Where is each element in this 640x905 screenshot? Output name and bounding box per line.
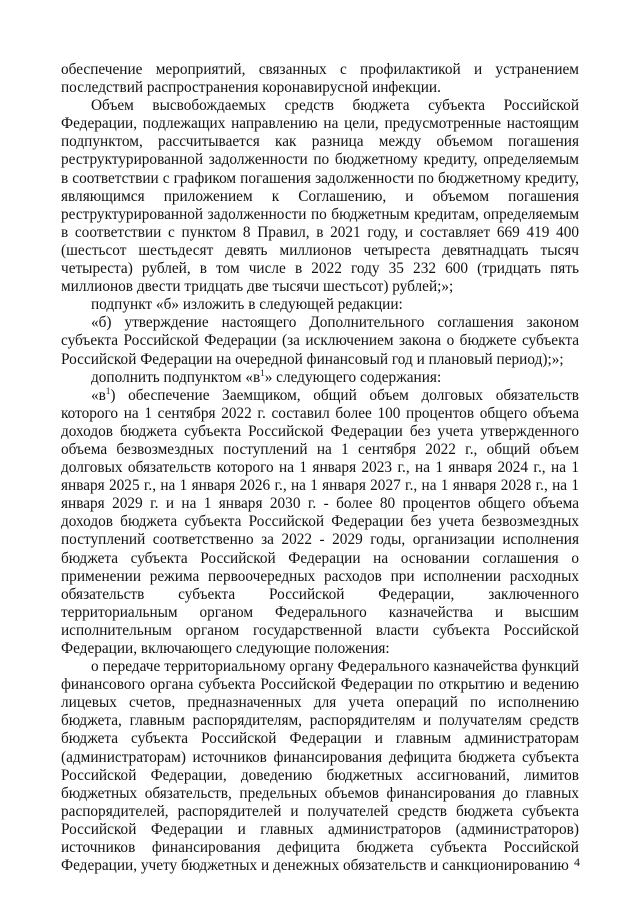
paragraph-add-subpoint-v1 (61, 369, 579, 387)
paragraph-treasury-functions: о передаче территориальному органу Федерального казначейства функций финансового органа субъекта Российской Федерации по открытию и ведению лицевых счетов, предназначенных для учета операций по исполнению бюджета, главным распорядителям, распорядителям и получателям средств бюджета субъекта Российской Федерации и главным администраторам (администраторам) источников финансирования дефицита бюджета субъекта Российской Федерации, доведению бюджетных ассигнований, лимитов бюджетных обязательств, предельных объемов финансирования до главных распорядителей, распорядителей и получателей средств бюджета субъекта Российской Федерации и главных администраторов (администраторов) источников финансирования дефицита бюджета субъекта Российской Федерации, учету бюджетных и денежных обязательств и санкционированию (61, 658, 579, 875)
paragraph-subpoint-b-instruction: подпункт «б» изложить в следующей редакции: (91, 296, 403, 314)
text-run: » следующего содержания: (264, 368, 442, 386)
superscript: 1 (260, 367, 265, 378)
page-number: 4 (574, 855, 580, 869)
document-body (61, 61, 579, 875)
text-run: «в (91, 386, 106, 404)
paragraph-released-funds: Объем высвобождаемых средств бюджета субъекта Российской Федерации, подлежащих направлению на цели, предусмотренные настоящим подпунктом, рассчитывается как разница между объемом погашения реструктурированной задолженности по бюджетному кредиту, определяемым в соответствии с графиком погашения задолженности по бюджетному кредиту, являющимся приложением к Соглашению, и объемом погашения реструктурированной задолженности по бюджетным кредитам, определяемым в соответствии с пунктом 8 Правил, в 2021 году, и составляет 669 419 400 (шестьсот шестьдесят девять миллионов четыреста девятнадцать тысяч четыреста) рублей, в том числе в 2022 году 35 232 600 (тридцать пять миллионов двести тридцать две тысячи шестьсот) рублей;»; (61, 97, 579, 296)
paragraph-subpoint-v1-text (61, 387, 579, 658)
superscript: 1 (105, 385, 111, 396)
text-run: дополнить подпунктом «в (91, 368, 261, 386)
paragraph-subpoint-b-text: «б) утверждение настоящего Дополнительного соглашения законом субъекта Российской Федерации (за исключением закона о бюджете субъекта Российской Федерации на очередной финансовый год и плановый период);»; (61, 314, 579, 368)
paragraph-covid-measures: обеспечение мероприятий, связанных с профилактикой и устранением последствий распространения коронавирусной инфекции. (61, 61, 579, 97)
text-run: ) обеспечение Заемщиком, общий объем долговых обязательств которого на 1 сентября 2022 г. составил более 100 процентов общего объема доходов бюджета субъекта Российской Федерации без учета утвержденного объема безвозмездных поступлений на 1 сентября 2022 г., общий объем долговых обязательств которого на 1 января 2023 г., на 1 января 2024 г., на 1 января 2025 г., на 1 января 2026 г., на 1 января 2027 г., на 1 января 2028 г., на 1 января 2029 г. и на 1 января 2030 г. - более 80 процентов общего объема доходов бюджета субъекта Российской Федерации без учета безвозмездных поступлений соответственно за 2022 - 2029 годы, организации исполнения бюджета субъекта Российской Федерации на основании соглашения о применении режима первоочередных расходов при исполнении расходных обязательств субъекта Российской Федерации, заключенного территориальным органом Федерального казначейства и высшим исполнительным органом государственной власти субъекта Российской Федерации, включающего следующие положения: (61, 386, 579, 657)
